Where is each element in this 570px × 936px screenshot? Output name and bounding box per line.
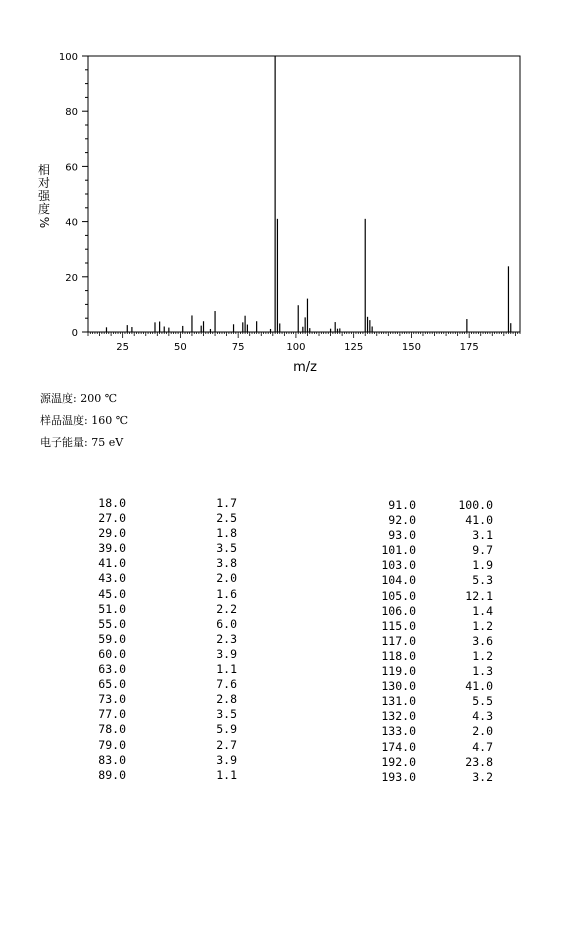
y-axis-label-char: 度 bbox=[37, 202, 50, 216]
peak-abundance: 2.8 bbox=[216, 692, 237, 707]
electron-energy: 电子能量: 75 eV bbox=[40, 436, 124, 449]
x-tick-label: 50 bbox=[174, 342, 187, 353]
peak-abundance: 3.1 bbox=[472, 528, 493, 543]
mass-spectrum-chart bbox=[0, 0, 570, 380]
peak-table-right bbox=[370, 498, 493, 785]
peak-table-row bbox=[370, 770, 493, 785]
peak-abundance: 6.0 bbox=[216, 616, 237, 631]
peak-table-row bbox=[370, 513, 493, 528]
peak-mz: 106.0 bbox=[381, 603, 416, 618]
peak-abundance: 3.9 bbox=[216, 646, 237, 661]
x-tick-label: 150 bbox=[401, 342, 421, 353]
x-tick-label: 25 bbox=[116, 342, 130, 353]
source-temperature: 源温度: 200 ℃ bbox=[40, 392, 117, 405]
peak-table-row bbox=[80, 768, 237, 783]
peak-mz: 91.0 bbox=[388, 498, 416, 512]
peak-abundance: 1.8 bbox=[216, 526, 237, 541]
peak-table-row bbox=[370, 589, 493, 604]
peak-abundance: 5.5 bbox=[472, 694, 493, 709]
peak-mz: 83.0 bbox=[98, 752, 126, 767]
peak-abundance: 2.0 bbox=[472, 724, 493, 739]
peak-table-row bbox=[80, 647, 237, 662]
peak-table-row bbox=[370, 619, 493, 634]
y-axis-label bbox=[36, 164, 52, 229]
peak-table-row bbox=[370, 543, 493, 558]
peak-abundance: 2.3 bbox=[216, 631, 237, 646]
peak-abundance: 23.8 bbox=[465, 754, 493, 769]
y-axis-label-char: 强 bbox=[37, 189, 50, 203]
peak-abundance: 3.8 bbox=[216, 556, 237, 571]
peak-mz: 77.0 bbox=[98, 707, 126, 722]
peak-abundance: 3.2 bbox=[472, 769, 493, 784]
peak-abundance: 5.3 bbox=[472, 573, 493, 588]
peak-table-row bbox=[370, 558, 493, 573]
peak-table-row bbox=[370, 649, 493, 664]
peak-mz: 105.0 bbox=[381, 588, 416, 603]
peak-table-row bbox=[80, 571, 237, 586]
peak-mz: 131.0 bbox=[381, 694, 416, 709]
peak-table-row bbox=[370, 604, 493, 619]
peak-table-row bbox=[80, 602, 237, 617]
peak-table-row bbox=[80, 707, 237, 722]
peak-mz: 65.0 bbox=[98, 677, 126, 692]
peak-table-row bbox=[80, 738, 237, 753]
sample-temperature: 样品温度: 160 ℃ bbox=[40, 414, 128, 427]
peak-abundance: 1.4 bbox=[472, 603, 493, 618]
x-tick-label: 75 bbox=[231, 342, 245, 353]
peak-table-row bbox=[80, 722, 237, 737]
peak-table-row bbox=[370, 679, 493, 694]
y-axis bbox=[59, 52, 88, 339]
y-axis-label-char: 对 bbox=[37, 176, 50, 190]
peak-table-row bbox=[80, 526, 237, 541]
peak-series bbox=[106, 56, 510, 332]
y-tick-label: 0 bbox=[71, 328, 78, 339]
peak-abundance: 1.1 bbox=[216, 767, 237, 782]
peak-mz: 174.0 bbox=[381, 739, 416, 754]
peak-mz: 29.0 bbox=[98, 526, 126, 541]
peak-mz: 60.0 bbox=[98, 646, 126, 661]
peak-mz: 101.0 bbox=[381, 543, 416, 558]
peak-table-row bbox=[370, 740, 493, 755]
peak-mz: 192.0 bbox=[381, 754, 416, 769]
peak-mz: 117.0 bbox=[381, 633, 416, 648]
peak-abundance: 1.7 bbox=[216, 496, 237, 510]
peak-table-left bbox=[80, 496, 237, 783]
peak-mz: 51.0 bbox=[98, 601, 126, 616]
x-tick-label: 100 bbox=[286, 342, 306, 353]
peak-mz: 45.0 bbox=[98, 586, 126, 601]
peak-table-row bbox=[370, 709, 493, 724]
peak-mz: 93.0 bbox=[388, 528, 416, 543]
peak-table-row bbox=[370, 664, 493, 679]
peak-abundance: 9.7 bbox=[472, 543, 493, 558]
peak-abundance: 41.0 bbox=[465, 513, 493, 528]
peak-abundance: 4.7 bbox=[472, 739, 493, 754]
peak-mz: 89.0 bbox=[98, 767, 126, 782]
peak-abundance: 3.6 bbox=[472, 633, 493, 648]
peak-table-row bbox=[80, 677, 237, 692]
x-tick-label: 175 bbox=[459, 342, 479, 353]
peak-abundance: 2.2 bbox=[216, 601, 237, 616]
peak-mz: 41.0 bbox=[98, 556, 126, 571]
peak-table-row bbox=[370, 755, 493, 770]
peak-mz: 103.0 bbox=[381, 558, 416, 573]
peak-mz: 118.0 bbox=[381, 648, 416, 663]
peak-abundance: 100.0 bbox=[458, 498, 493, 512]
peak-mz: 39.0 bbox=[98, 541, 126, 556]
peak-abundance: 5.9 bbox=[216, 722, 237, 737]
peak-table-row bbox=[80, 587, 237, 602]
peak-abundance: 1.3 bbox=[472, 664, 493, 679]
peak-abundance: 1.6 bbox=[216, 586, 237, 601]
peak-mz: 43.0 bbox=[98, 571, 126, 586]
x-axis-label: m/z bbox=[293, 360, 317, 375]
peak-abundance: 1.2 bbox=[472, 618, 493, 633]
peak-table-row bbox=[80, 541, 237, 556]
peak-table-row bbox=[80, 692, 237, 707]
peak-table-row bbox=[370, 634, 493, 649]
x-tick-label: 125 bbox=[344, 342, 364, 353]
peak-abundance: 3.9 bbox=[216, 752, 237, 767]
peak-table-row bbox=[370, 694, 493, 709]
peak-mz: 79.0 bbox=[98, 737, 126, 752]
peak-mz: 115.0 bbox=[381, 618, 416, 633]
peak-table-row bbox=[370, 528, 493, 543]
peak-table-row bbox=[80, 617, 237, 632]
peak-abundance: 1.1 bbox=[216, 662, 237, 677]
peak-table-row bbox=[80, 556, 237, 571]
peak-abundance: 41.0 bbox=[465, 679, 493, 694]
y-tick-label: 40 bbox=[65, 217, 78, 229]
peak-table-row bbox=[80, 496, 237, 511]
peak-abundance: 4.3 bbox=[472, 709, 493, 724]
peak-table-row bbox=[80, 662, 237, 677]
peak-abundance: 2.7 bbox=[216, 737, 237, 752]
peak-abundance: 2.5 bbox=[216, 511, 237, 526]
peak-table-row bbox=[370, 724, 493, 739]
peak-mz: 73.0 bbox=[98, 692, 126, 707]
peak-table-row bbox=[80, 511, 237, 526]
peak-mz: 18.0 bbox=[98, 496, 126, 510]
y-tick-label: 100 bbox=[58, 52, 78, 63]
peak-mz: 92.0 bbox=[388, 513, 416, 528]
peak-mz: 55.0 bbox=[98, 616, 126, 631]
x-axis bbox=[88, 332, 520, 353]
peak-mz: 130.0 bbox=[381, 679, 416, 694]
peak-abundance: 1.9 bbox=[472, 558, 493, 573]
peak-mz: 133.0 bbox=[381, 724, 416, 739]
y-tick-label: 80 bbox=[65, 107, 78, 119]
peak-table-row bbox=[370, 498, 493, 513]
peak-table-row bbox=[80, 632, 237, 647]
peak-abundance: 12.1 bbox=[465, 588, 493, 603]
peak-abundance: 3.5 bbox=[216, 707, 237, 722]
y-tick-label: 20 bbox=[65, 272, 78, 284]
peak-mz: 59.0 bbox=[98, 631, 126, 646]
y-axis-label-char: 相 bbox=[37, 163, 50, 177]
instrument-conditions bbox=[40, 391, 128, 457]
plot-border bbox=[88, 56, 520, 332]
y-axis-label-char: % bbox=[37, 216, 52, 229]
y-tick-label: 60 bbox=[65, 162, 78, 174]
peak-abundance: 3.5 bbox=[216, 541, 237, 556]
peak-mz: 132.0 bbox=[381, 709, 416, 724]
peak-table-row bbox=[80, 753, 237, 768]
peak-mz: 193.0 bbox=[381, 769, 416, 784]
peak-mz: 104.0 bbox=[381, 573, 416, 588]
peak-mz: 119.0 bbox=[381, 664, 416, 679]
peak-mz: 27.0 bbox=[98, 511, 126, 526]
peak-abundance: 2.0 bbox=[216, 571, 237, 586]
peak-abundance: 7.6 bbox=[216, 677, 237, 692]
peak-mz: 78.0 bbox=[98, 722, 126, 737]
peak-mz: 63.0 bbox=[98, 662, 126, 677]
plot-frame bbox=[88, 56, 520, 332]
peak-table-row bbox=[370, 573, 493, 588]
peak-abundance: 1.2 bbox=[472, 648, 493, 663]
